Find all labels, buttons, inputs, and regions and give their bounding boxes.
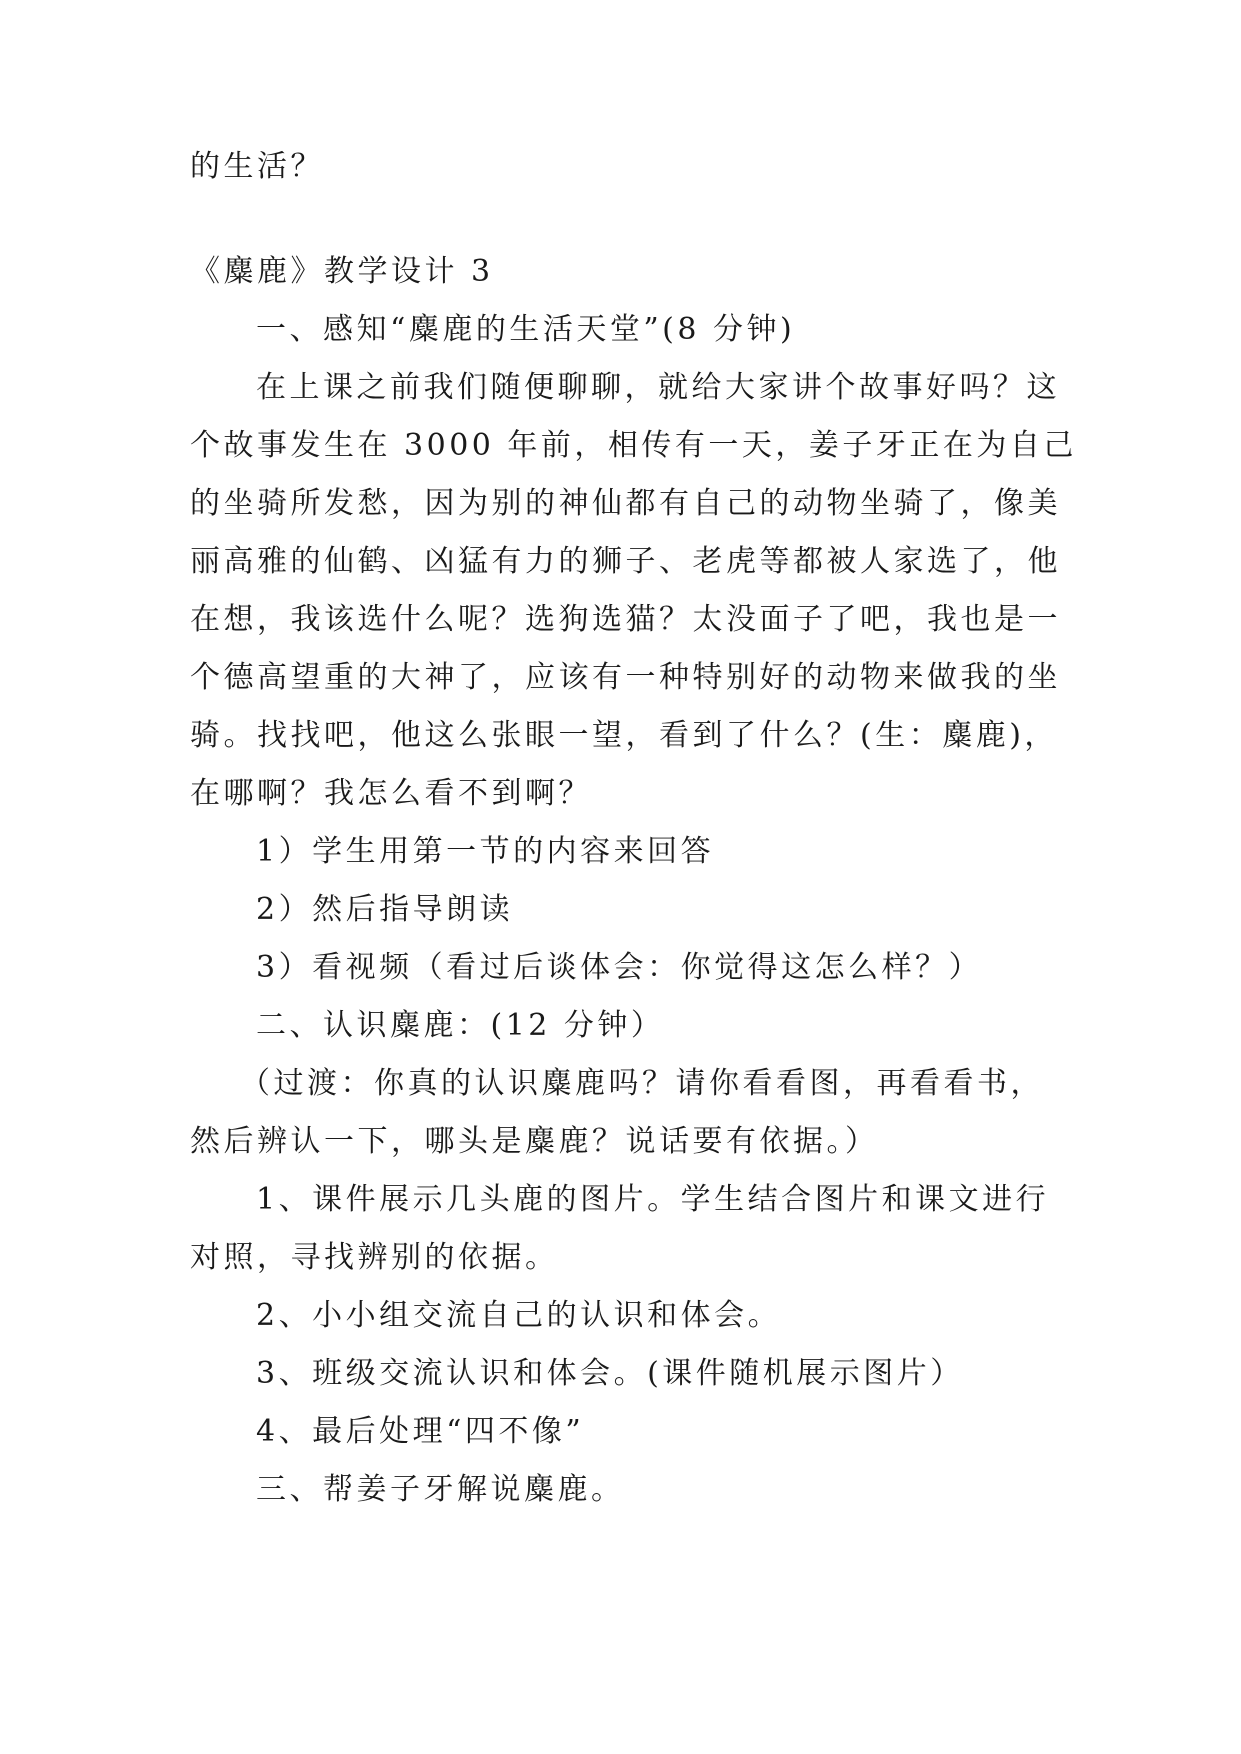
continuation-block	[190, 138, 1060, 196]
story-line: 丽高雅的仙鹤、凶猛有力的狮子、老虎等都被人家选了，他	[190, 544, 1061, 579]
story-line: 在想，我该选什么呢？选狗选猫？太没面子了吧，我也是一	[190, 602, 1061, 637]
step-item: 4、最后处理“四不像”	[256, 1414, 585, 1449]
heading-three: 三、帮姜子牙解说麋鹿。	[256, 1472, 625, 1507]
story-line: 在哪啊？我怎么看不到啊？	[190, 776, 592, 811]
item-one-line: 1、课件展示几头鹿的图片。学生结合图片和课文进行	[256, 1182, 1050, 1217]
story-line: 在上课之前我们随便聊聊，就给大家讲个故事好吗？这	[256, 370, 1060, 405]
continuation-line: 的生活？	[190, 149, 324, 184]
main-body	[190, 243, 1077, 1519]
story-line: 的坐骑所发愁，因为别的神仙都有自己的动物坐骑了，像美	[190, 486, 1061, 521]
story-line: 个德高望重的大神了，应该有一种特别好的动物来做我的坐	[190, 660, 1061, 695]
heading-one: 一、感知“麋鹿的生活天堂”(8 分钟)	[256, 312, 796, 347]
story-line: 个故事发生在 3000 年前，相传有一天，姜子牙正在为自己	[190, 428, 1077, 463]
story-line: 骑。找找吧，他这么张眼一望，看到了什么？(生：麋鹿)，	[190, 718, 1058, 753]
step-item: 1）学生用第一节的内容来回答	[256, 834, 715, 869]
section-title: 《麋鹿》教学设计 3	[190, 254, 494, 289]
transition-line: （过渡：你真的认识麋鹿吗？请你看看图，再看看书，	[240, 1066, 1044, 1101]
step-item: 2）然后指导朗读	[256, 892, 514, 927]
item-one-line: 对照，寻找辨别的依据。	[190, 1240, 559, 1275]
step-item: 3）看视频（看过后谈体会：你觉得这怎么样？）	[256, 950, 983, 985]
step-item: 3、班级交流认识和体会。(课件随机展示图片）	[256, 1356, 964, 1391]
transition-line: 然后辨认一下，哪头是麋鹿？说话要有依据。）	[190, 1124, 879, 1159]
step-item: 2、小小组交流自己的认识和体会。	[256, 1298, 782, 1333]
heading-two: 二、认识麋鹿：(12 分钟）	[256, 1008, 665, 1043]
